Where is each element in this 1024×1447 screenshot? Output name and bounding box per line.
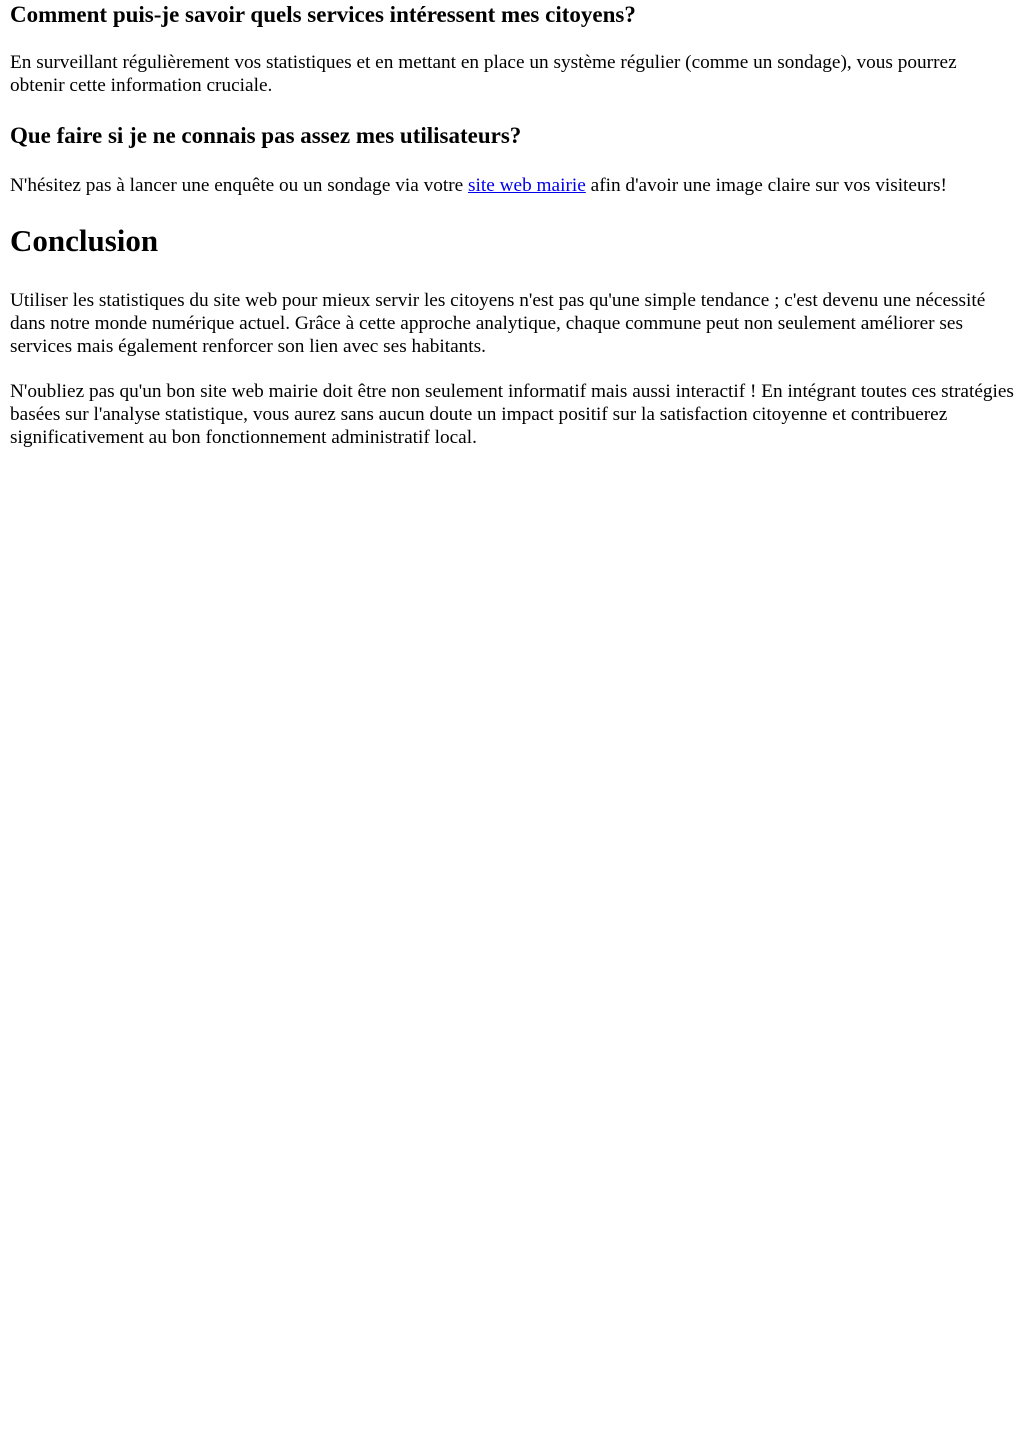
answer-text-after-link: afin d'avoir une image claire sur vos visiteurs! [585, 174, 947, 196]
answer-text-before-link: N'hésitez pas à lancer une enquête ou un sondage via votre [10, 174, 469, 196]
faq-question-heading: Comment puis-je savoir quels services intéressent mes citoyens? [10, 2, 636, 27]
conclusion-paragraph: Utiliser les statistiques du site web pour mieux servir les citoyens n'est pas qu'une simple tendance ; c'est devenu une nécessité dans notre monde numérique actuel. Grâce à cette approche analytique, chaque commune peut non seulement améliorer ses services mais également renforcer son lien avec ses habitants. [10, 289, 986, 358]
faq-answer-paragraph: En surveillant régulièrement vos statistiques et en mettant en place un système régulier (comme un sondage), vous pourrez obtenir cette information cruciale. [10, 52, 957, 97]
conclusion-paragraph: N'oubliez pas qu'un bon site web mairie doit être non seulement informatif mais aussi interactif ! En intégrant toutes ces stratégies basées sur l'analyse statistique, vous aurez sans aucun doute un impact positif sur la satisfaction citoyenne et contribuerez significativement au bon fonctionnement administratif local. [10, 380, 1014, 449]
article-content [0, 1, 1024, 450]
faq-answer-paragraph [10, 174, 1014, 197]
faq-question-heading: Que faire si je ne connais pas assez mes utilisateurs? [10, 122, 522, 148]
conclusion-heading: Conclusion [10, 222, 159, 258]
site-web-mairie-link[interactable]: site web mairie [468, 174, 586, 196]
